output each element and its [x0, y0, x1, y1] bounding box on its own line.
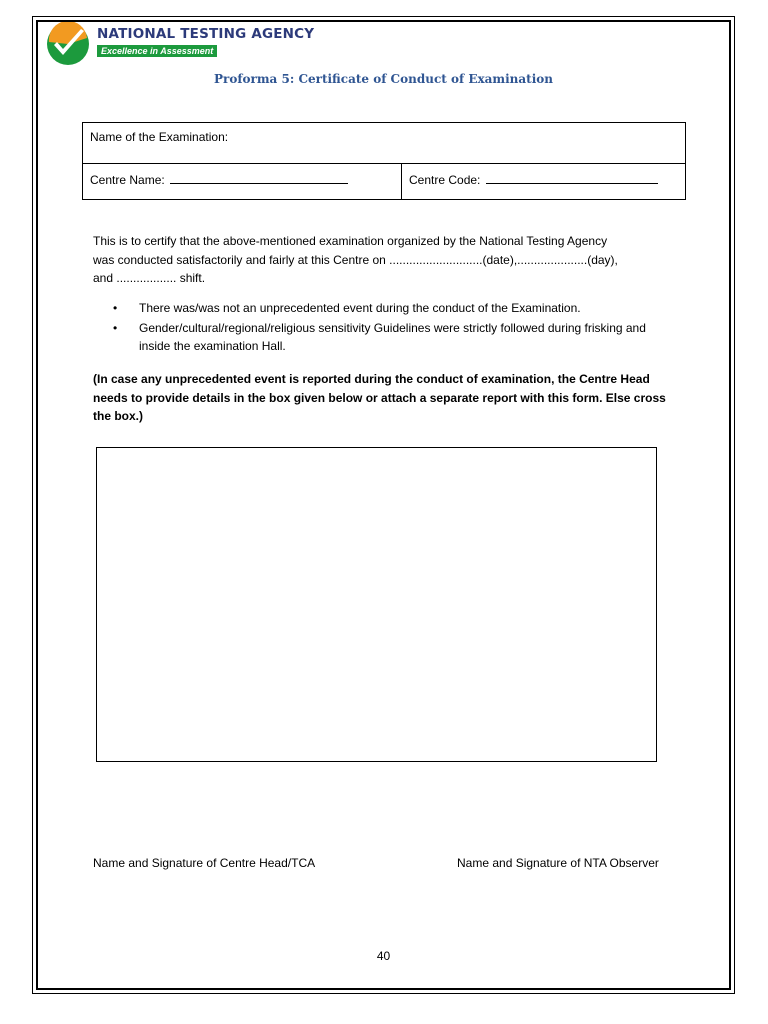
- page-number: 40: [376, 949, 391, 963]
- nta-emblem-icon: [46, 22, 90, 66]
- certificate-line-2: was conducted satisfactorily and fairly at this Centre on ............................(date),.....................(day),: [93, 252, 618, 267]
- list-item: [113, 299, 673, 318]
- nta-logo: [46, 22, 316, 66]
- list-item: [113, 319, 673, 356]
- exam-name-label: Name of the Examination:: [90, 130, 229, 144]
- agency-name: NATIONAL TESTING AGENCY: [97, 26, 315, 42]
- centre-code-field[interactable]: [486, 173, 658, 184]
- centre-name-cell: [83, 164, 402, 199]
- exam-info-table: [82, 122, 686, 200]
- centre-code-cell: [402, 164, 685, 199]
- proforma-title: Proforma 5: Certificate of Conduct of Examination: [214, 72, 553, 86]
- bullet-icon: •: [113, 301, 118, 315]
- certificate-line-3: and .................. shift.: [93, 271, 206, 285]
- centre-name-label: Centre Name:: [90, 173, 165, 187]
- nta-observer-signature-label: Name and Signature of NTA Observer: [457, 856, 659, 870]
- centre-code-label: Centre Code:: [409, 173, 481, 187]
- bullet-list: [113, 299, 673, 357]
- bullet-text: Gender/cultural/regional/religious sensitivity Guidelines were strictly followed during frisking and inside the examination Hall.: [139, 320, 646, 353]
- event-details-box[interactable]: [96, 447, 657, 762]
- instruction-note: (In case any unprecedented event is reported during the conduct of examination, the Centre Head needs to provide details in the box given below or attach a separate report with this form. Else cross the box.): [93, 372, 666, 423]
- bullet-text: There was/was not an unprecedented event during the conduct of the Examination.: [139, 301, 581, 315]
- centre-name-field[interactable]: [170, 173, 348, 184]
- certificate-paragraph: [93, 232, 673, 288]
- agency-tagline: Excellence in Assessment: [97, 45, 217, 57]
- centre-head-signature-label: Name and Signature of Centre Head/TCA: [93, 856, 316, 870]
- certificate-line-1: This is to certify that the above-mentioned examination organized by the National Testing Agency: [93, 234, 608, 248]
- exam-name-row: [83, 123, 685, 164]
- bullet-icon: •: [113, 320, 118, 335]
